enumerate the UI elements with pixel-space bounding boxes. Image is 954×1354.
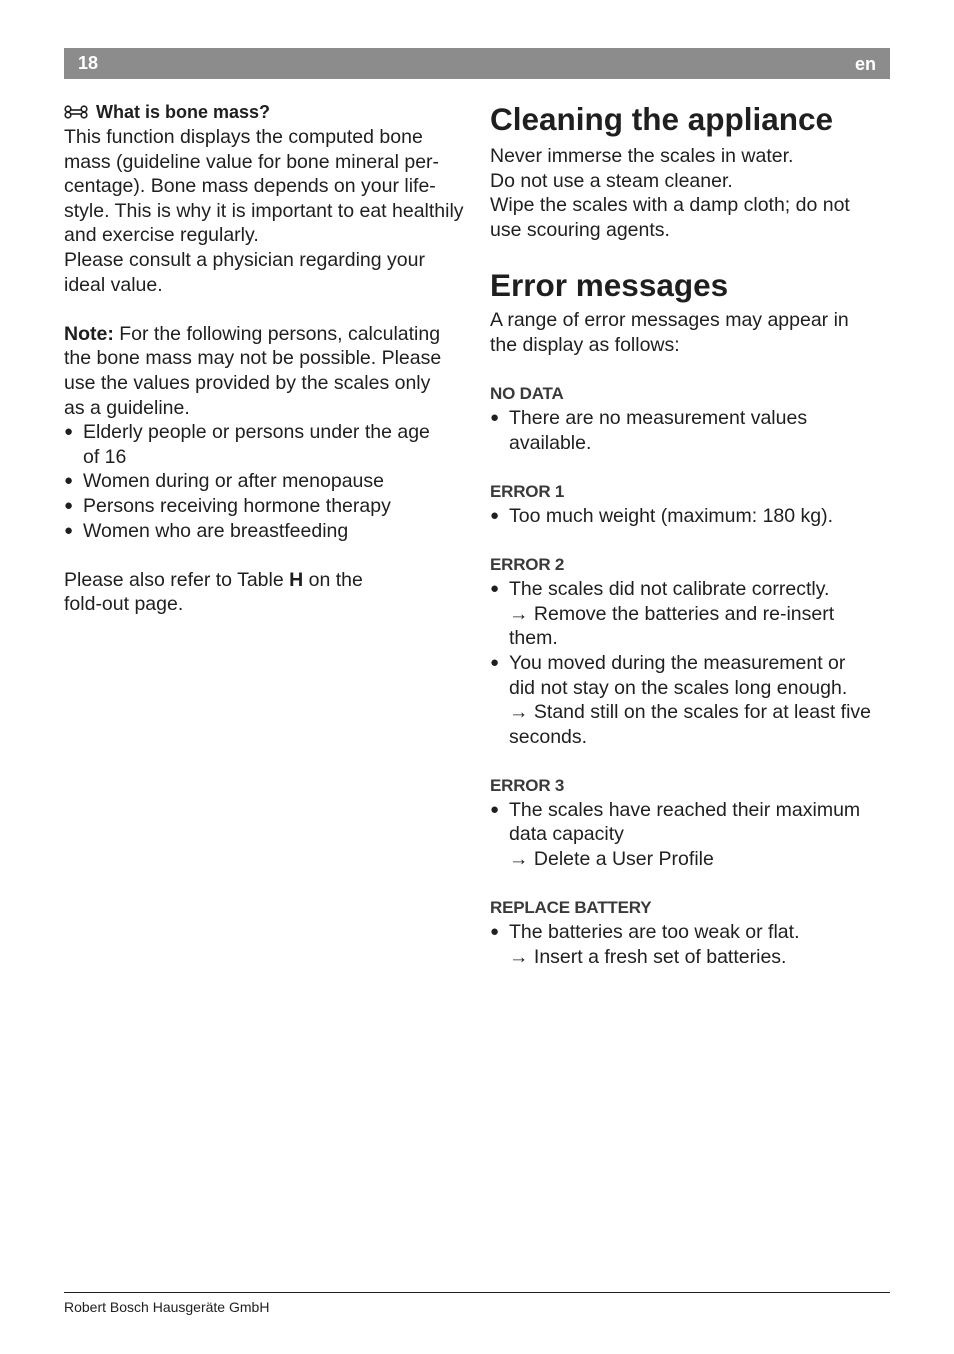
note-line: use the values provided by the scales only xyxy=(64,371,431,394)
bullet-icon: ● xyxy=(490,800,500,818)
bone-mass-line: style. This is why it is important to eat healthily xyxy=(64,199,464,222)
bullet-icon: ● xyxy=(64,496,74,514)
table-reference: H xyxy=(289,568,304,591)
error1-list xyxy=(490,504,892,529)
bone-mass-line: and exercise regularly. xyxy=(64,224,259,247)
list-item: ● Too much weight (maximum: 180 kg). xyxy=(490,504,834,527)
list-item: ● Women who are breastfeeding xyxy=(64,519,349,542)
battery-list xyxy=(490,920,892,969)
error2-list xyxy=(490,577,892,749)
bullet-icon: ● xyxy=(64,521,74,539)
bullet-icon: ● xyxy=(490,923,500,941)
page-number: 18 xyxy=(78,53,99,73)
bullet-icon: ● xyxy=(490,580,500,598)
note-line: For the following persons, calculating xyxy=(113,322,441,345)
bullet-icon: ● xyxy=(490,506,500,524)
right-column xyxy=(490,100,892,969)
error2-heading: ERROR 2 xyxy=(490,555,565,575)
cleaning-title: Cleaning the appliance xyxy=(490,101,834,137)
header-bar xyxy=(64,48,890,79)
cleaning-line: Do not use a steam cleaner. xyxy=(490,169,733,192)
left-column xyxy=(64,100,466,617)
bullet-icon: ● xyxy=(64,423,74,441)
note-line: the bone mass may not be possible. Please xyxy=(64,347,442,370)
replace-battery-heading: REPLACE BATTERY xyxy=(490,898,652,918)
refer-line: fold-out page. xyxy=(64,593,184,616)
error3-heading: ERROR 3 xyxy=(490,775,565,795)
persons-list xyxy=(64,420,466,543)
error1-heading: ERROR 1 xyxy=(490,481,565,501)
bone-mass-heading xyxy=(64,100,466,124)
list-item: ● You moved during the measurement or did not stay on the scales long enough. → Stand still on the scales for at least five seconds. xyxy=(490,651,872,748)
bullet-icon: ● xyxy=(490,653,500,671)
list-item: ● The scales did not calibrate correctly. → Remove the batteries and re-insert them. xyxy=(490,578,835,650)
no-data-heading: NO DATA xyxy=(490,384,564,404)
errors-intro-line: the display as follows: xyxy=(490,333,680,356)
cleaning-line: use scouring agents. xyxy=(490,218,670,241)
bone-mass-line: ideal value. xyxy=(64,273,163,296)
cleaning-line: Never immerse the scales in water. xyxy=(490,145,794,167)
errors-intro-line: A range of error messages may appear in xyxy=(490,309,849,332)
bone-mass-line: centage). Bone mass depends on your life- xyxy=(64,175,436,198)
list-item: ● The batteries are too weak or flat. → Insert a fresh set of batteries. xyxy=(490,921,800,968)
list-item: ● Elderly people or persons under the age of 16 xyxy=(64,421,430,468)
bone-mass-line: mass (guideline value for bone mineral per- xyxy=(64,150,440,173)
footer-company: Robert Bosch Hausgeräte GmbH xyxy=(64,1299,270,1315)
list-item: ● There are no measurement values available. xyxy=(490,407,808,454)
note-label: Note: xyxy=(64,322,114,345)
language-code: en xyxy=(854,54,876,74)
footer-divider xyxy=(64,1292,890,1293)
refer-paragraph: Please also refer to Table H on the xyxy=(64,568,363,591)
list-item: ● Persons receiving hormone therapy xyxy=(64,494,391,517)
error-messages-title: Error messages xyxy=(490,267,729,304)
error3-list xyxy=(490,798,892,872)
list-item: ● The scales have reached their maximum data capacity → Delete a User Profile xyxy=(490,798,861,871)
note-line: as a guideline. xyxy=(64,396,190,419)
bone-mass-line: This function displays the computed bone xyxy=(64,126,423,148)
no-data-list xyxy=(490,406,892,455)
bullet-icon: ● xyxy=(64,472,74,490)
note-paragraph xyxy=(64,322,466,347)
bone-icon xyxy=(64,105,88,119)
bone-mass-line: Please consult a physician regarding your xyxy=(64,248,425,271)
bone-mass-heading-text: What is bone mass? xyxy=(96,102,271,122)
list-item: ● Women during or after menopause xyxy=(64,470,384,493)
cleaning-line: Wipe the scales with a damp cloth; do not xyxy=(490,194,850,217)
bullet-icon: ● xyxy=(490,409,500,427)
